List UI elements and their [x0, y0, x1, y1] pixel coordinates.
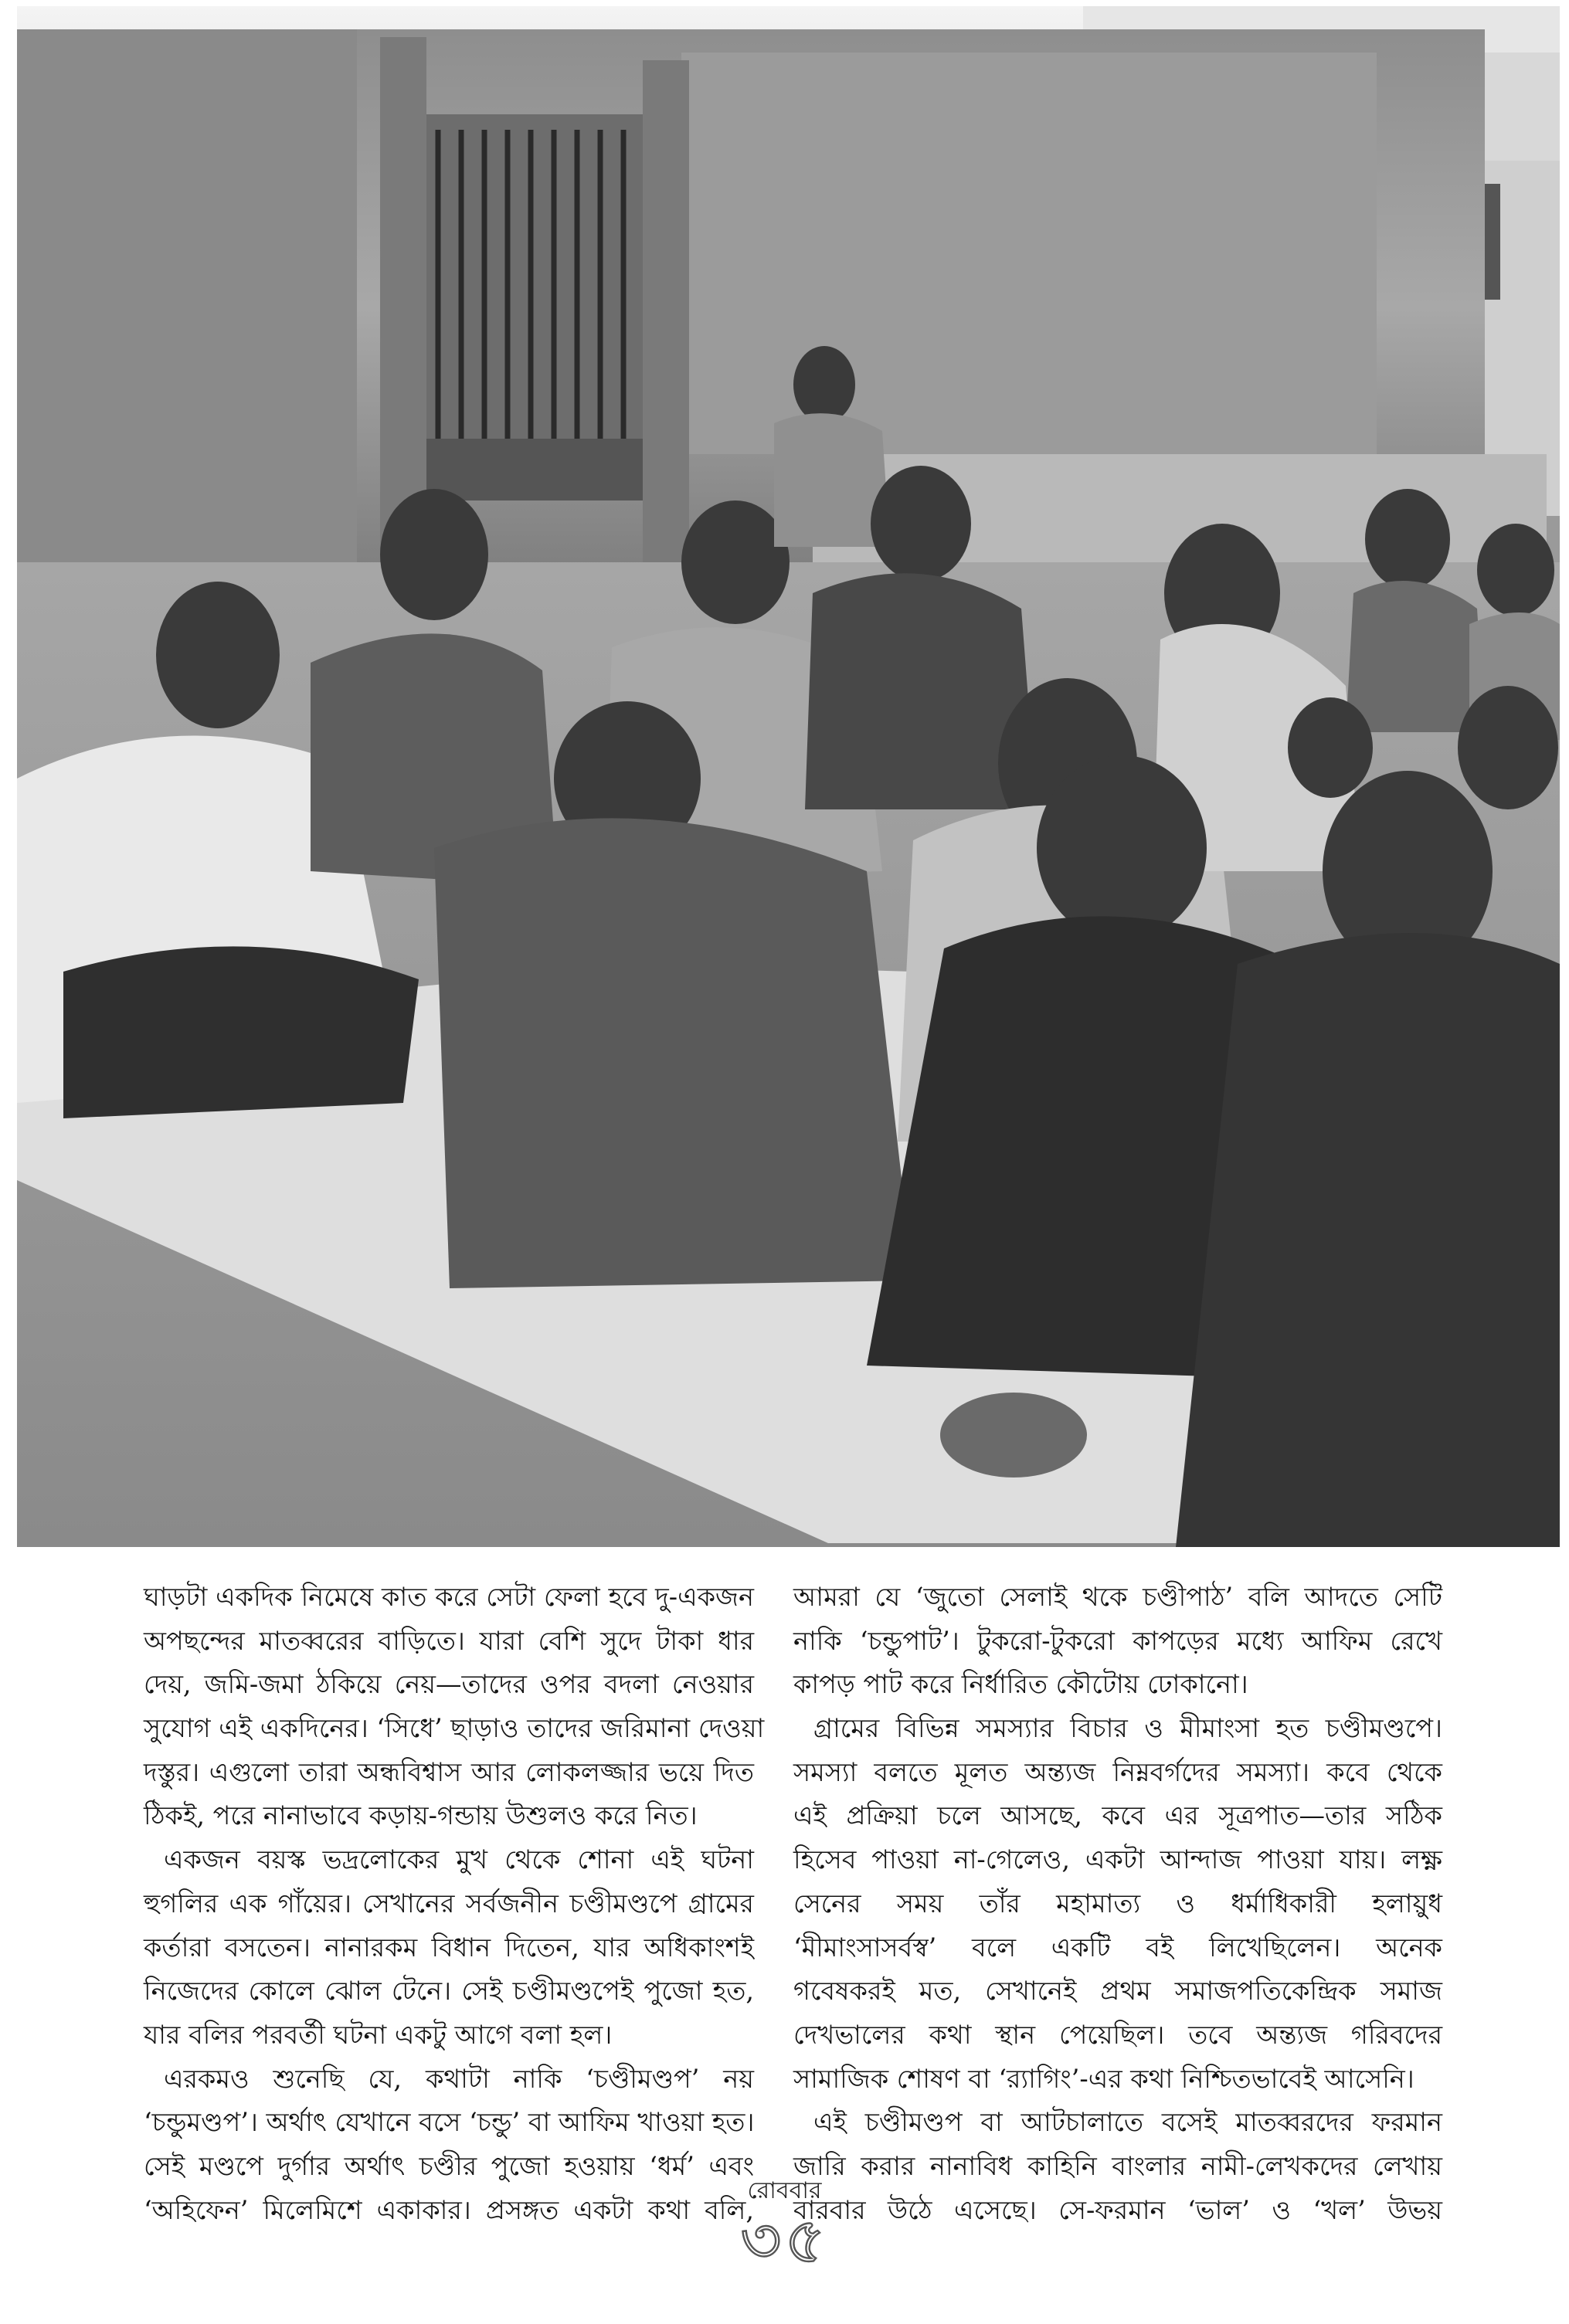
text-line: সেই মণ্ডপে দুর্গার অর্থাৎ চণ্ডীর পুজো হওয়ায় ‘ধর্ম’ এবং	[144, 2150, 754, 2181]
text-line: হুগলির এক গাঁয়ের। সেখানের সর্বজনীন চণ্ডীমণ্ডপে গ্রামের	[144, 1888, 754, 1919]
text-line: নিজেদের কোলে ঝোল টেনে। সেই চণ্ডীমণ্ডপেই পুজো হত,	[144, 1976, 754, 2007]
text-line: বারবার উঠে এসেছে। সে-ফরমান ‘ভাল’ ও ‘খল’ উভয়	[793, 2194, 1442, 2225]
text-line: ‘অহিফেন’ মিলেমিশে একাকার। প্রসঙ্গত একটা কথা বলি,	[144, 2194, 754, 2225]
text-line: কাপড় পাট করে নির্ধারিত কৌটোয় ঢোকানো।	[793, 1669, 1248, 1700]
text-line: সমস্যা বলতে মূলত অন্ত্যজ নিম্নবর্গদের সমস্যা। কবে থেকে	[793, 1756, 1442, 1787]
left-text-column	[144, 1576, 765, 2232]
footer-publication-label: রোববার	[747, 2177, 822, 2204]
text-line: ঠিকই, পরে নানাভাবে কড়ায়-গন্ডায় উশুলও করে নিত।	[144, 1800, 698, 1831]
text-line: এই প্রক্রিয়া চলে আসছে, কবে এর সূত্রপাত—তার সঠিক	[793, 1800, 1442, 1831]
text-line: আমরা যে ‘জুতো সেলাই থকে চণ্ডীপাঠ’ বলি আদতে সেটি	[793, 1582, 1442, 1612]
text-line: সুযোগ এই একদিনের। ‘সিধে’ ছাড়াও তাদের জরিমানা দেওয়া	[144, 1713, 765, 1744]
page-number: ৩৫	[740, 2204, 829, 2278]
text-line: একজন বয়স্ক ভদ্রলোকের মুখ থেকে শোনা এই ঘটনা	[164, 1844, 754, 1875]
right-text-column	[793, 1576, 1442, 2232]
text-line: ‘মীমাংসাসর্বস্ব’ বলে একটি বই লিখেছিলেন। অনেক	[793, 1932, 1442, 1963]
text-line: জারি করার নানাবিধ কাহিনি বাংলার নামী-লেখকদের লেখায়	[793, 2150, 1442, 2181]
text-line: ‘চন্ডুমণ্ডপ’। অর্থাৎ যেখানে বসে ‘চন্ডু’ বা আফিম খাওয়া হত।	[144, 2107, 755, 2138]
text-line: নাকি ‘চন্ডুপাট’। টুকরো-টুকরো কাপড়ের মধ্যে আফিম রেখে	[793, 1625, 1442, 1656]
text-line: ঘাড়টা একদিক নিমেষে কাত করে সেটা ফেলা হবে দু-একজন	[144, 1582, 754, 1612]
text-line: কর্তারা বসতেন। নানারকম বিধান দিতেন, যার অধিকাংশই	[144, 1932, 754, 1963]
village-meeting-photo	[17, 6, 1560, 1547]
text-line: সেনের সময় তাঁর মহামাত্য ও ধর্মাধিকারী হলায়ুধ	[793, 1888, 1442, 1919]
text-line: দেখভালের কথা স্থান পেয়েছিল। তবে অন্ত্যজ গরিবদের	[793, 2019, 1442, 2050]
text-line: হিসেব পাওয়া না-গেলেও, একটা আন্দাজ পাওয়া যায়। লক্ষ্ণ	[793, 1844, 1442, 1875]
text-line: এরকমও শুনেছি যে, কথাটা নাকি ‘চণ্ডীমণ্ডপ’ নয়	[164, 2063, 754, 2094]
text-line: গবেষকরই মত, সেখানেই প্রথম সমাজপতিকেন্দ্রিক সমাজ	[793, 1976, 1442, 2007]
text-line: দস্তুর। এগুলো তারা অন্ধবিশ্বাস আর লোকলজ্জার ভয়ে দিত	[144, 1756, 754, 1787]
text-line: যার বলির পরবর্তী ঘটনা একটু আগে বলা হল।	[144, 2019, 613, 2050]
text-line: দেয়, জমি-জমা ঠকিয়ে নেয়—তাদের ওপর বদলা নেওয়ার	[144, 1669, 754, 1700]
text-line: এই চণ্ডীমণ্ডপ বা আটচালাতে বসেই মাতব্বরদের ফরমান	[813, 2107, 1442, 2138]
text-line: অপছন্দের মাতব্বরের বাড়িতে। যারা বেশি সুদে টাকা ধার	[144, 1625, 754, 1656]
text-line: গ্রামের বিভিন্ন সমস্যার বিচার ও মীমাংসা হত চণ্ডীমণ্ডপে।	[813, 1713, 1442, 1744]
text-line: সামাজিক শোষণ বা ‘র‍্যাগিং’-এর কথা নিশ্চিতভাবেই আসেনি।	[793, 2063, 1414, 2094]
